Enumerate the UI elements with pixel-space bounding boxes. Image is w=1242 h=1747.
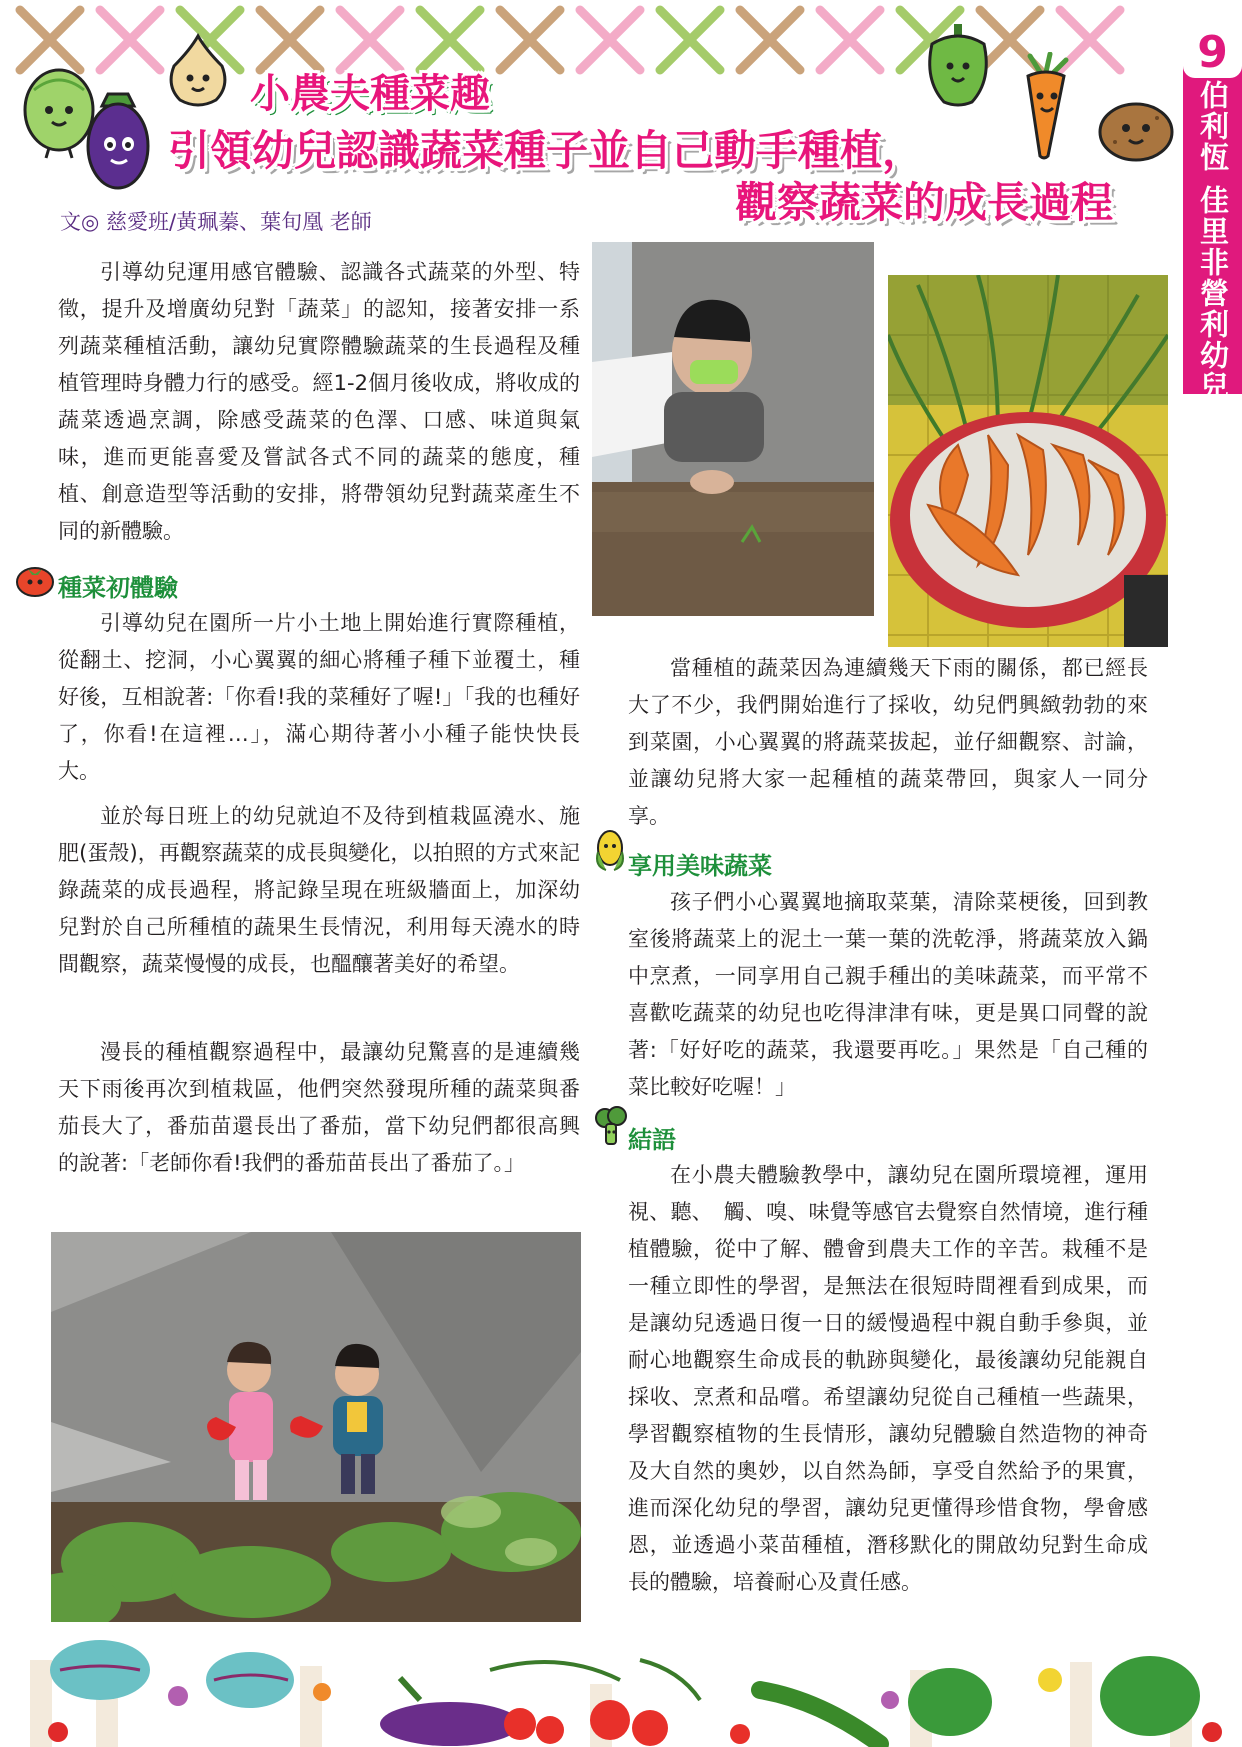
- enjoy-paragraph: 孩子們小心翼翼地摘取菜葉，清除菜梗後，回到教室後將蔬菜上的泥土一葉一葉的洗乾淨，將蔬菜放入鍋中烹煮，一同享用自己親手種出的美味蔬菜，而平常不喜歡吃蔬菜的幼兒也吃得津津有味，更是異口同聲的說著:「好好吃的蔬菜，我還要再吃。」果然是「自己種的菜比較好吃喔！」: [628, 890, 1148, 1099]
- article-title-line1: 引領幼兒認識蔬菜種子並自己動手種植，: [168, 126, 925, 175]
- harvest-paragraph: 當種植的蔬菜因為連續幾天下雨的關係，都已經長大了不少，我們開始進行了採收，幼兒們興緻勃勃的來到菜園，小心翼翼的將蔬菜拔起，並仔細觀察、討論，並讓幼兒將大家一起種植的蔬菜帶回，與家人一同分享。: [628, 656, 1148, 828]
- pepper-icon: [918, 20, 998, 110]
- conclusion-paragraph: 在小農夫體驗教學中，讓幼兒在園所環境裡，運用視、聽、 觸、嗅、味覺等感官去覺察自然情境，進行種植體驗，從中了解、體會到農夫工作的辛苦。栽種不是一種立即性的學習，是無法在很短時間裡看到成果，而是讓幼兒透過日復一日的緩慢過程中親自動手參與，並耐心地觀察生命成長的軌跡與變化，最後讓幼兒能親自採收、烹煮和品嚐。希望讓幼兒從自己種植一些蔬果，學習觀察植物的生長情形，讓幼兒體驗自然造物的神奇及大自然的奧妙，以自然為師，享受自然給予的果實，進而深化幼兒的學習，讓幼兒更懂得珍惜食物，學會感恩，並透過小菜苗種植，潛移默化的開啟幼兒對生命成長的體驗，培養耐心及責任感。: [628, 1163, 1148, 1594]
- onion-icon: [158, 30, 238, 110]
- section-heading-enjoy: 享用美味蔬菜: [628, 852, 772, 880]
- corn-icon: [592, 828, 628, 872]
- potato-icon: [1095, 96, 1177, 166]
- tomato-icon: [14, 562, 56, 598]
- series-title: 小農夫種菜趣: [250, 71, 490, 117]
- planting-paragraph-2: 並於每日班上的幼兒就迫不及待到植栽區澆水、施肥(蛋殼)，再觀察蔬菜的成長與變化，以拍照的方式來記錄蔬菜的成長過程，將記錄呈現在班級牆面上，加深幼兒對於自己所種植的蔬果生長情況，利用每天澆水的時間觀察，蔬菜慢慢的成長，也醞釀著美好的希望。: [58, 804, 580, 976]
- planting-paragraph-3: 漫長的種植觀察過程中，最讓幼兒驚喜的是連續幾天下雨後再次到植栽區，他們突然發現所種的蔬菜與番茄長大了，番茄苗還長出了番茄，當下幼兒們都很高興的說著:「老師你看!我們的番茄苗長出了番茄了。」: [58, 1040, 580, 1175]
- photo-boy-planting: [592, 242, 874, 616]
- photo-children-watering: [51, 1232, 581, 1622]
- carrot-icon: [1010, 52, 1080, 162]
- school-name: 伯利恆 佳里非營利幼兒園: [1196, 80, 1230, 434]
- section-heading-planting: 種菜初體驗: [58, 574, 178, 602]
- page-number: 9: [1183, 28, 1242, 78]
- article-title-line2: 觀察蔬菜的成長過程: [735, 178, 1114, 227]
- planting-paragraph-1: 引導幼兒在園所一片小土地上開始進行實際種植，從翻土、挖洞，小心翼翼的細心將種子種下並覆土，種好後，互相說著:「你看!我的菜種好了喔!」「我的也種好了，你看!在這裡…」，滿心期待著小小種子能快快長大。: [58, 611, 580, 783]
- broccoli-icon: [594, 1104, 628, 1148]
- bottom-vegetable-band: [0, 1640, 1242, 1747]
- section-heading-conclusion: 結語: [628, 1126, 676, 1154]
- photo-harvested-carrots: [888, 275, 1168, 647]
- byline: 文◎ 慈愛班/黃珮蓁、葉旬凰 老師: [60, 210, 372, 234]
- intro-paragraph: 引導幼兒運用感官體驗、認識各式蔬菜的外型、特徵，提升及增廣幼兒對「蔬菜」的認知，接著安排一系列蔬菜種植活動，讓幼兒實際體驗蔬菜的生長過程及種植管理時身體力行的感受。經1-2個月後收成，將收成的蔬菜透過烹調，除感受蔬菜的色澤、口感、味道與氣味，進而更能喜愛及嘗試各式不同的蔬菜的態度，種植、創意造型等活動的安排，將帶領幼兒對蔬菜產生不同的新體驗。: [58, 260, 580, 543]
- eggplant-icon: [78, 84, 158, 194]
